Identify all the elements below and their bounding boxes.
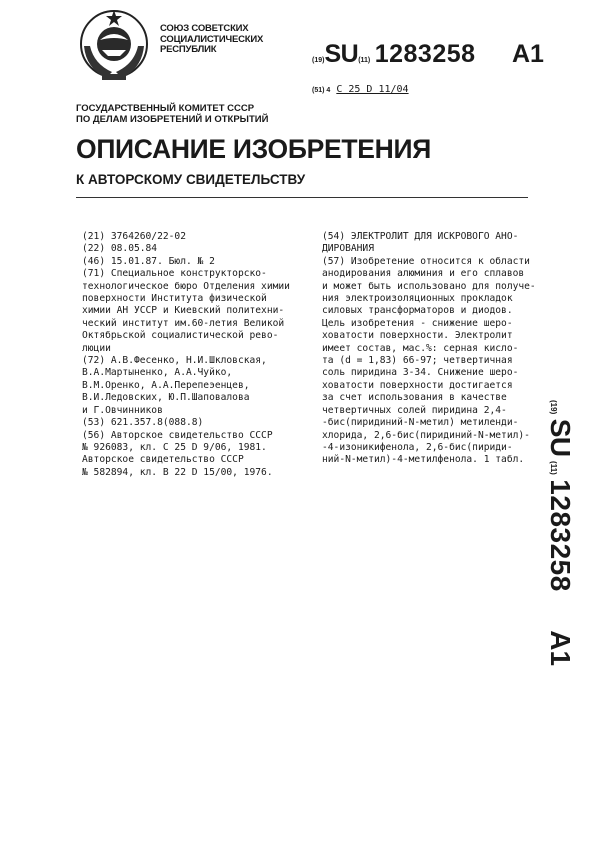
left-line: (22) 08.05.84 [82,243,158,255]
patent-header [312,40,552,72]
side-patent-number: 1283258 [545,479,576,592]
union-line: РЕСПУБЛИК [160,44,217,55]
right-line: ховатости поверхности. Электролит [322,330,513,342]
side-code-11: (11) [549,461,558,475]
left-line: технологическое бюро Отделения химии [82,280,290,292]
right-line: хлорида, 2,6-бис(пиридиний-N-метил)- [322,429,530,441]
country-code: SU [324,40,359,68]
side-kind-code: A1 [545,630,576,667]
right-line: ния электроизоляционных прокладок [322,293,513,305]
left-line: (46) 15.01.87. Бюл. № 2 [82,255,215,267]
side-patent-label [540,400,580,700]
left-line: (53) 621.357.8(088.8) [82,417,204,429]
divider [76,197,528,198]
right-line: четвертичных солей пиридина 2,4- [322,404,507,416]
kind-code: A1 [512,40,544,68]
left-line: В.И.Ледовских, Ю.П.Шаповалова [82,392,250,404]
left-line: люции [82,342,111,354]
ipc-class: C 25 D 11/04 [336,84,409,95]
right-line: (54) ЭЛЕКТРОЛИТ ДЛЯ ИСКРОВОГО АНО- [322,231,519,242]
right-line: (57) Изобретение относится к области [322,255,530,267]
left-line: (72) А.В.Фесенко, Н.И.Шкловская, [82,355,267,367]
committee-name [76,103,268,125]
right-line: -бис(пиридиний-N-метил) метиленди- [322,417,519,429]
left-line: (21) 3764260/22-02 [82,231,186,242]
left-line: ческий институт им.60-летия Великой [82,317,285,329]
left-line: Октябрьской социалистической рево- [82,330,279,342]
union-line: СОЮЗ СОВЕТСКИХ [160,23,249,34]
left-line: № 582894, кл. В 22 D 15/00, 1976. [82,466,273,478]
union-line: СОЦИАЛИСТИЧЕСКИХ [160,33,264,45]
left-line: № 926083, кл. С 25 D 9/06, 1981. [82,441,267,453]
committee-line: ПО ДЕЛАМ ИЗОБРЕТЕНИЙ И ОТКРЫТИЙ [76,114,269,125]
right-line: та (d = 1,83) 66-97; четвертичная [322,355,513,367]
left-line: и Г.Овчинников [82,404,163,416]
ipc-code: (51) 4 [312,87,331,94]
right-line: Цель изобретения - снижение шеро- [322,317,513,329]
abstract-column [322,231,536,467]
right-line: за счет использования в качестве [322,392,507,404]
union-name [160,24,263,56]
left-line: В.М.Оренко, А.А.Перепеэенцев, [82,379,250,391]
right-line: ховатости поверхности достигается [322,379,513,391]
left-line: (56) Авторское свидетельство СССР [82,429,273,441]
side-code-19: (19) [549,400,558,415]
right-line: ДИРОВАНИЯ [322,243,374,255]
page-subtitle: К АВТОРСКОМУ СВИДЕТЕЛЬСТВУ [76,172,306,187]
right-line: ний-N-метил)-4-метилфенола. 1 табл. [322,454,525,466]
committee-line: ГОСУДАРСТВЕННЫЙ КОМИТЕТ СССР [76,103,255,114]
left-line: химии АН УССР и Киевский политехни- [82,305,285,317]
page-title: ОПИСАНИЕ ИЗОБРЕТЕНИЯ [76,134,431,164]
ipc-classification [312,84,409,95]
left-line: (71) Специальное конструкторско- [82,268,267,280]
left-line: В.А.Мартыненко, А.А.Чуйко, [82,367,233,379]
code-19: (19) [312,57,325,64]
right-line: и может быть использовано для получе- [322,280,536,292]
right-line: -4-изоникифенола, 2,6-бис(пириди- [322,441,513,453]
right-line: силовых трансформаторов и диодов. [322,305,513,317]
ussr-emblem-icon [76,6,152,84]
patent-number: 1283258 [374,40,476,68]
right-line: соль пиридина 3-34. Снижение шеро- [322,367,519,379]
left-line: поверхности Института физической [82,293,267,305]
right-line: имеет состав, мас.%: серная кисло- [322,342,519,354]
side-country-code: SU [545,418,576,457]
left-line: Авторское свидетельство СССР [82,454,244,466]
bibliographic-column [82,231,290,479]
right-line: анодирования алюминия и его сплавов [322,268,525,280]
code-11: (11) [358,57,371,64]
